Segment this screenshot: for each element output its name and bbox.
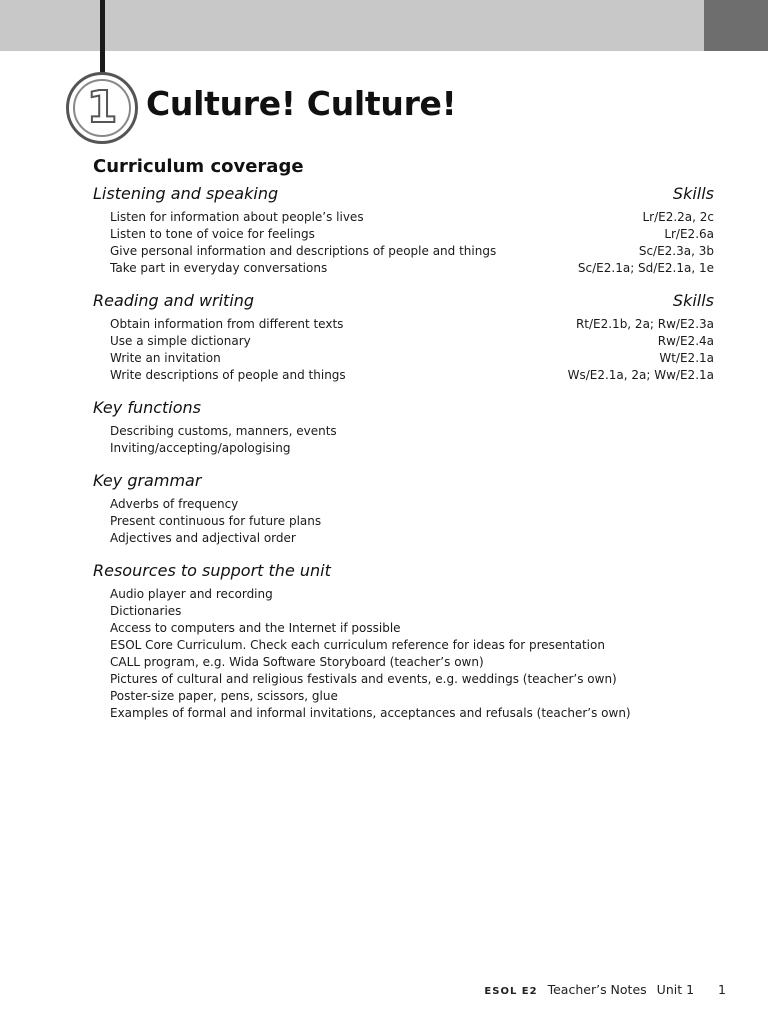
unit-number: 1 [86,82,118,133]
list-item [110,654,714,671]
section-heading [93,398,714,417]
page-title: Culture! Culture! [146,84,457,123]
list-item [110,513,714,530]
list-item [110,620,714,637]
list-item [110,333,714,350]
section-title: Key functions [93,398,202,417]
section-key-functions [93,398,714,457]
section-title: Reading and writing [93,291,255,310]
curriculum-content [93,156,714,736]
section-rows [93,586,714,722]
skill-ref: Ws/E2.1a, 2a; Ww/E2.1a [567,368,714,382]
list-item [110,260,714,277]
skill-ref: Sc/E2.1a; Sd/E2.1a, 1e [577,261,714,275]
list-item [110,705,714,722]
section-title: Resources to support the unit [93,561,331,580]
section-heading [93,184,714,203]
section-resources [93,561,714,722]
footer-unit: Unit 1 [656,982,695,997]
item-text: Pictures of cultural and religious festivals and events, e.g. weddings (teacher’s own) [110,672,617,686]
item-text: Access to computers and the Internet if possible [110,621,401,635]
item-text: ESOL Core Curriculum. Check each curriculum reference for ideas for presentation [110,638,605,652]
item-text: Adjectives and adjectival order [110,531,296,545]
skill-ref: Lr/E2.2a, 2c [642,210,714,224]
item-text: Write descriptions of people and things [110,368,346,382]
section-rows [93,316,714,384]
section-heading [93,291,714,310]
coverage-heading: Curriculum coverage [93,156,304,177]
section-listening-speaking [93,184,714,277]
skills-label: Skills [672,184,714,203]
item-text: CALL program, e.g. Wida Software Storyboard (teacher’s own) [110,655,484,669]
item-text: Give personal information and descriptions of people and things [110,244,497,258]
skill-ref: Rw/E2.4a [657,334,714,348]
section-rows [93,423,714,457]
section-key-grammar [93,471,714,547]
skill-ref: Wt/E2.1a [659,351,714,365]
list-item [110,243,714,260]
section-reading-writing [93,291,714,384]
list-item [110,637,714,654]
unit-number-badge [66,72,138,144]
page-footer [484,982,726,997]
list-item [110,671,714,688]
list-item [110,496,714,513]
list-item [110,603,714,620]
skills-label: Skills [672,291,714,310]
list-item [110,226,714,243]
item-text: Listen for information about people’s lives [110,210,364,224]
skill-ref: Lr/E2.6a [664,227,714,241]
list-item [110,586,714,603]
section-title: Listening and speaking [93,184,279,203]
section-heading [93,471,714,490]
item-text: Describing customs, manners, events [110,424,337,438]
item-text: Poster-size paper, pens, scissors, glue [110,689,338,703]
item-text: Listen to tone of voice for feelings [110,227,315,241]
header-band [0,0,704,51]
list-item [110,209,714,226]
skill-ref: Sc/E2.3a, 3b [638,244,714,258]
item-text: Examples of formal and informal invitations, acceptances and refusals (teacher’s own) [110,706,631,720]
item-text: Write an invitation [110,351,221,365]
list-item [110,688,714,705]
item-text: Present continuous for future plans [110,514,322,528]
item-text: Use a simple dictionary [110,334,251,348]
section-heading [93,561,714,580]
header-vertical-rule [100,0,105,80]
section-title: Key grammar [93,471,202,490]
list-item [110,316,714,333]
skill-ref: Rt/E2.1b, 2a; Rw/E2.3a [575,317,714,331]
footer-series: ESOL E2 [484,986,538,997]
list-item [110,530,714,547]
list-item [110,423,714,440]
section-rows [93,209,714,277]
section-rows [93,496,714,547]
header-corner-block [704,0,768,51]
item-text: Audio player and recording [110,587,273,601]
item-text: Obtain information from different texts [110,317,344,331]
list-item [110,367,714,384]
item-text: Take part in everyday conversations [110,261,328,275]
footer-notes: Teacher’s Notes [547,982,647,997]
page-number: 1 [718,982,726,997]
list-item [110,440,714,457]
item-text: Adverbs of frequency [110,497,239,511]
list-item [110,350,714,367]
item-text: Inviting/accepting/apologising [110,441,291,455]
unit-badge-ring [73,79,131,137]
item-text: Dictionaries [110,604,182,618]
